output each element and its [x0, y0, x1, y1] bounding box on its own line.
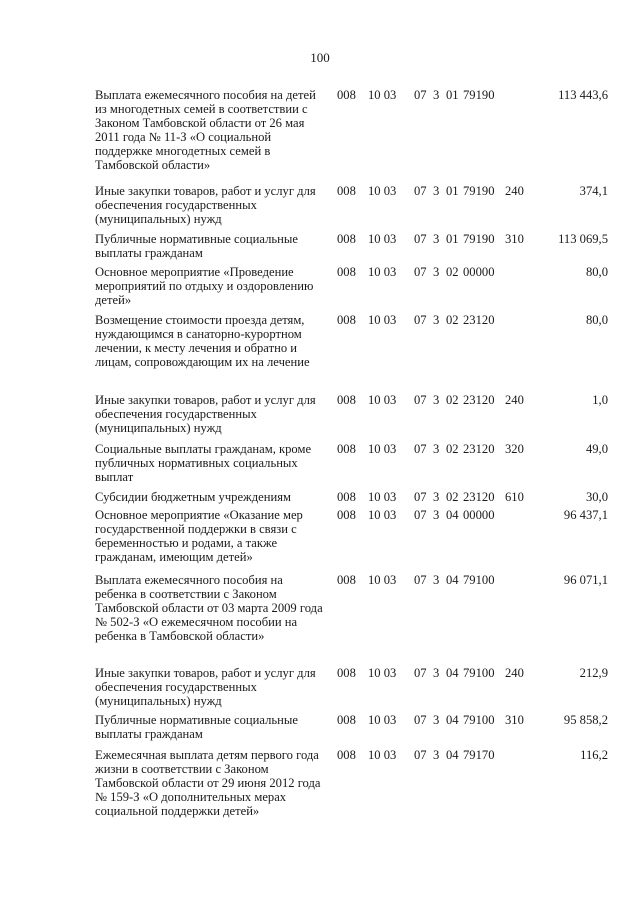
section-code: 10 03 — [368, 573, 397, 587]
amount: 80,0 — [585, 265, 608, 279]
amount: 95 858,2 — [563, 713, 608, 727]
amount: 49,0 — [585, 442, 608, 456]
ministry-code: 008 — [337, 184, 356, 198]
subprogram-code: 3 — [433, 573, 440, 587]
direction-code: 79100 — [463, 666, 495, 680]
subprogram-code: 3 — [433, 265, 440, 279]
ministry-code: 008 — [337, 313, 356, 327]
row-description: Публичные нормативные социальные выплаты гражданам — [95, 232, 298, 260]
amount: 113 443,6 — [558, 88, 608, 102]
section-code: 10 03 — [368, 508, 397, 522]
amount: 113 069,5 — [558, 232, 608, 246]
program-code: 07 — [414, 184, 427, 198]
program-code: 07 — [414, 748, 427, 762]
row-description: Социальные выплаты гражданам, кроме публичных нормативных социальных выплат — [95, 442, 312, 484]
row-description: Иные закупки товаров, работ и услуг для обеспечения государственных (муниципальных) нужд — [95, 393, 316, 435]
amount: 80,0 — [585, 313, 608, 327]
activity-code: 04 — [446, 573, 459, 587]
subprogram-code: 3 — [433, 184, 440, 198]
subprogram-code: 3 — [433, 748, 440, 762]
amount: 96 437,1 — [563, 508, 608, 522]
program-code: 07 — [414, 232, 427, 246]
subprogram-code: 3 — [433, 508, 440, 522]
ministry-code: 008 — [337, 490, 356, 504]
direction-code: 23120 — [463, 393, 495, 407]
page-number: 100 — [310, 50, 330, 65]
program-code: 07 — [414, 490, 427, 504]
row-description: Иные закупки товаров, работ и услуг для обеспечения государственных (муниципальных) нужд — [95, 184, 316, 226]
program-code: 07 — [414, 313, 427, 327]
activity-code: 04 — [446, 508, 459, 522]
subprogram-code: 3 — [433, 393, 440, 407]
activity-code: 02 — [446, 313, 459, 327]
amount: 116,2 — [580, 748, 608, 762]
ministry-code: 008 — [337, 573, 356, 587]
expense-type-code: 240 — [505, 184, 524, 198]
program-code: 07 — [414, 713, 427, 727]
activity-code: 01 — [446, 232, 459, 246]
row-description: Публичные нормативные социальные выплаты гражданам — [95, 713, 298, 741]
direction-code: 79170 — [463, 748, 495, 762]
activity-code: 04 — [446, 713, 459, 727]
section-code: 10 03 — [368, 666, 397, 680]
amount: 96 071,1 — [563, 573, 608, 587]
expense-type-code: 240 — [505, 393, 524, 407]
row-description: Выплата ежемесячного пособия на ребенка в соответствии с Законом Тамбовской области от 03 марта 2009 года № 502-З «О ежемесячном пособии на ребенка в Тамбовской области» — [95, 573, 323, 643]
program-code: 07 — [414, 666, 427, 680]
row-description: Основное мероприятие «Оказание мер государственной поддержки в связи с беременностью и родами, а также гражданам, имеющим детей» — [95, 508, 303, 564]
ministry-code: 008 — [337, 748, 356, 762]
row-description: Ежемесячная выплата детям первого года жизни в соответствии с Законом Тамбовской области от 29 июня 2012 года № 159-З «О дополнительных мерах социальной поддержки детей» — [95, 748, 321, 818]
subprogram-code: 3 — [433, 88, 440, 102]
activity-code: 04 — [446, 666, 459, 680]
direction-code: 79190 — [463, 88, 495, 102]
program-code: 07 — [414, 88, 427, 102]
program-code: 07 — [414, 508, 427, 522]
section-code: 10 03 — [368, 313, 397, 327]
expense-type-code: 310 — [505, 232, 524, 246]
expense-type-code: 320 — [505, 442, 524, 456]
subprogram-code: 3 — [433, 232, 440, 246]
section-code: 10 03 — [368, 393, 397, 407]
amount: 1,0 — [592, 393, 608, 407]
direction-code: 79190 — [463, 184, 495, 198]
row-description: Субсидии бюджетным учреждениям — [95, 490, 291, 504]
section-code: 10 03 — [368, 184, 397, 198]
expense-type-code: 610 — [505, 490, 524, 504]
ministry-code: 008 — [337, 442, 356, 456]
subprogram-code: 3 — [433, 713, 440, 727]
subprogram-code: 3 — [433, 490, 440, 504]
ministry-code: 008 — [337, 232, 356, 246]
row-description: Иные закупки товаров, работ и услуг для обеспечения государственных (муниципальных) нужд — [95, 666, 316, 708]
direction-code: 00000 — [463, 265, 495, 279]
section-code: 10 03 — [368, 442, 397, 456]
section-code: 10 03 — [368, 713, 397, 727]
activity-code: 01 — [446, 88, 459, 102]
direction-code: 23120 — [463, 442, 495, 456]
program-code: 07 — [414, 265, 427, 279]
activity-code: 04 — [446, 748, 459, 762]
subprogram-code: 3 — [433, 442, 440, 456]
program-code: 07 — [414, 442, 427, 456]
row-description: Выплата ежемесячного пособия на детей из многодетных семей в соответствии с Законом Тамбовской области от 26 мая 2011 года № 11-З «О социальной поддержке многодетных семей в Тамбовской области» — [95, 88, 316, 172]
direction-code: 79190 — [463, 232, 495, 246]
activity-code: 02 — [446, 393, 459, 407]
section-code: 10 03 — [368, 88, 397, 102]
direction-code: 23120 — [463, 490, 495, 504]
program-code: 07 — [414, 393, 427, 407]
direction-code: 79100 — [463, 573, 495, 587]
section-code: 10 03 — [368, 748, 397, 762]
section-code: 10 03 — [368, 490, 397, 504]
ministry-code: 008 — [337, 88, 356, 102]
ministry-code: 008 — [337, 393, 356, 407]
subprogram-code: 3 — [433, 313, 440, 327]
direction-code: 79100 — [463, 713, 495, 727]
ministry-code: 008 — [337, 265, 356, 279]
subprogram-code: 3 — [433, 666, 440, 680]
row-description: Основное мероприятие «Проведение мероприятий по отдыху и оздоровлению детей» — [95, 265, 314, 307]
section-code: 10 03 — [368, 265, 397, 279]
direction-code: 00000 — [463, 508, 495, 522]
section-code: 10 03 — [368, 232, 397, 246]
ministry-code: 008 — [337, 508, 356, 522]
expense-type-code: 310 — [505, 713, 524, 727]
ministry-code: 008 — [337, 713, 356, 727]
program-code: 07 — [414, 573, 427, 587]
expense-type-code: 240 — [505, 666, 524, 680]
amount: 374,1 — [579, 184, 608, 198]
activity-code: 02 — [446, 265, 459, 279]
activity-code: 02 — [446, 490, 459, 504]
amount: 212,9 — [579, 666, 608, 680]
amount: 30,0 — [585, 490, 608, 504]
row-description: Возмещение стоимости проезда детям, нуждающимся в санаторно-курортном лечении, к месту лечения и обратно и лицам, сопровождающим их на лечение — [95, 313, 310, 369]
direction-code: 23120 — [463, 313, 495, 327]
ministry-code: 008 — [337, 666, 356, 680]
activity-code: 01 — [446, 184, 459, 198]
activity-code: 02 — [446, 442, 459, 456]
